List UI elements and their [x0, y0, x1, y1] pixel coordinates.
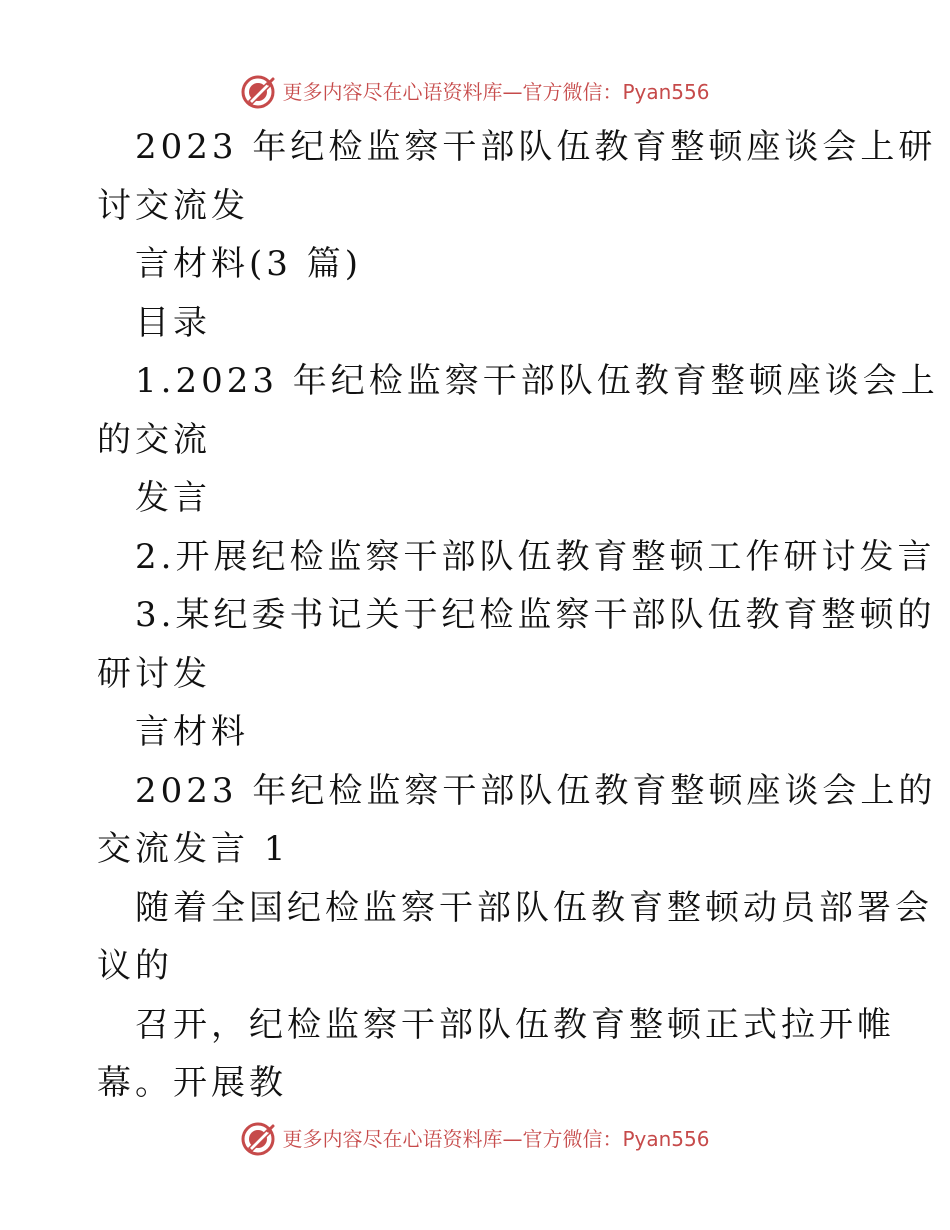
paragraph-line-3: 召开，纪检监察干部队伍教育整顿正式拉开帷 [135, 1004, 895, 1045]
toc-item-1-line-2: 的交流 [97, 419, 211, 460]
document-title-line-1: 2023 年纪检监察干部队伍教育整顿座谈会上研 [135, 127, 937, 167]
header-watermark [0, 70, 950, 114]
toc-item-1-line-1: 1.2023 年纪检监察干部队伍教育整顿座谈会上 [135, 361, 939, 401]
pen-logo-icon [240, 74, 276, 110]
paragraph-line-1: 随着全国纪检监察干部队伍教育整顿动员部署会 [135, 887, 933, 928]
footer-watermark [0, 1117, 950, 1161]
paragraph-line-2: 议的 [97, 946, 173, 986]
toc-item-3-line-3: 言材料 [135, 712, 249, 752]
footer-watermark-text: 更多内容尽在心语资料库—官方微信：Pyan556 [282, 1127, 710, 1151]
document-body [97, 118, 939, 1113]
toc-item-2: 2.开展纪检监察干部队伍教育整顿工作研讨发言 [135, 536, 936, 577]
toc-item-1-line-3: 发言 [135, 478, 211, 518]
document-title-line-3: 言材料(3 篇) [135, 244, 362, 284]
header-watermark-text: 更多内容尽在心语资料库—官方微信：Pyan556 [282, 80, 710, 104]
document-title-line-2: 讨交流发 [97, 185, 249, 226]
toc-item-3-line-1: 3.某纪委书记关于纪检监察干部队伍教育整顿的 [135, 595, 936, 635]
pen-logo-icon [240, 1121, 276, 1157]
section-title-line-2: 交流发言 1 [97, 829, 290, 869]
paragraph-line-4: 幕。开展教 [97, 1063, 287, 1103]
section-title-line-1: 2023 年纪检监察干部队伍教育整顿座谈会上的 [135, 770, 937, 811]
toc-heading: 目录 [135, 302, 211, 343]
toc-item-3-line-2: 研讨发 [97, 653, 211, 694]
